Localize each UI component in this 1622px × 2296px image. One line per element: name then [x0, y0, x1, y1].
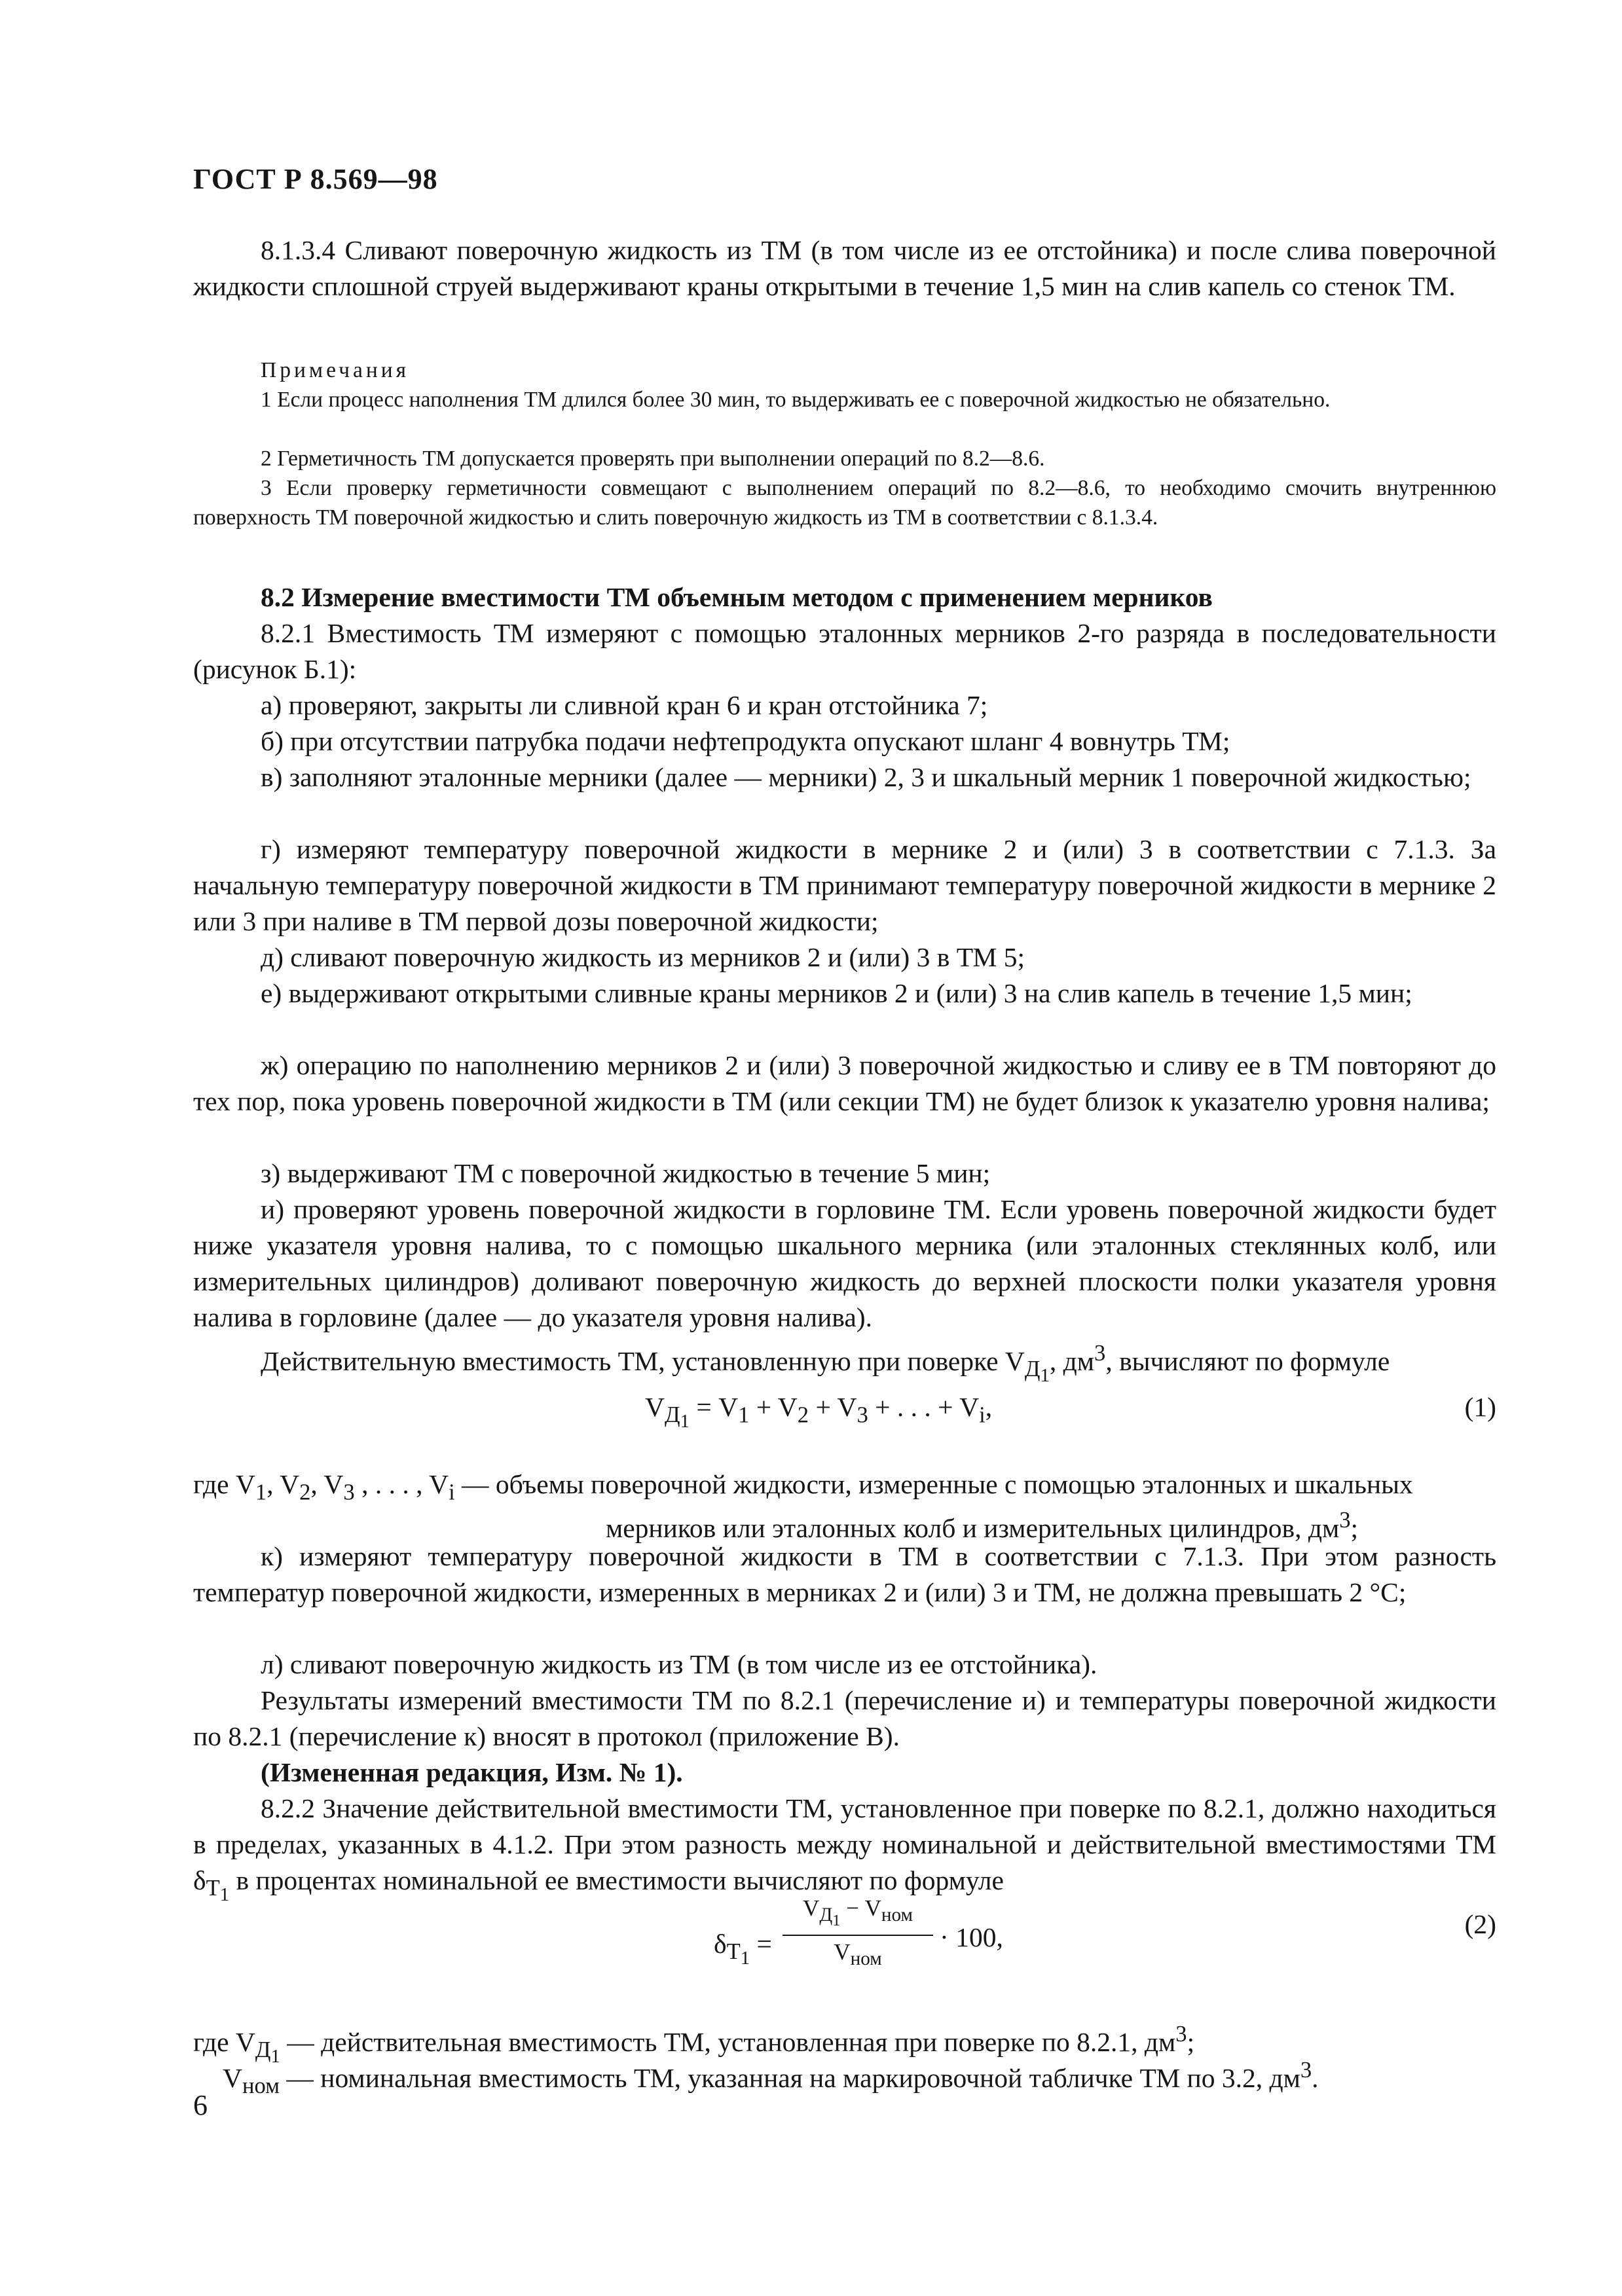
list-item-z: з) выдерживают ТМ с поверочной жидкостью в течение 5 мин;: [261, 1158, 991, 1188]
note-1: 1 Если процесс наполнения ТМ длился более 30 мин, то выдерживать ее с поверочной жидкостью не обязательно.: [261, 388, 1331, 412]
formula-2-where-line-1: где $V_{Д_1}$ — действительная вместимость ТМ, установленная при поверке по 8.2.1, $дм^3$;: [193, 2022, 1195, 2068]
formula-2-fraction-bar: [783, 1935, 933, 1936]
formula-2-where-line-2: $V_{ном}$ — номинальная вместимость ТМ, указанная на маркировочной табличке ТМ по 3.2, $дм^3$.: [223, 2058, 1319, 2099]
list-item-g: г) измеряют температуру поверочной жидкости в мернике 2 и (или) 3 в соответствии с 7.1.3. За начальную температуру поверочной жидкости в ТМ принимают температуру поверочной жидкости в мернике 2 или 3 при наливе в ТМ первой дозы поверочной жидкости;: [193, 834, 1496, 936]
formula-2-number: (2): [1464, 1909, 1496, 1939]
formula-2-rhs: · 100,: [940, 1922, 1003, 1952]
section-title: 8.2 Измерение вместимости ТМ объемным методом с применением мерников: [261, 582, 1213, 612]
list-item-e: е) выдерживают открытыми сливные краны мерников 2 и (или) 3 на слив капель в течение 1,5 мин;: [261, 978, 1412, 1008]
results-paragraph: Результаты измерений вместимости ТМ по 8.2.1 (перечисление и) и температуры поверочной жидкости по 8.2.1 (перечисление к) вносят в протокол (приложение В).: [193, 1685, 1496, 1751]
list-item-b: б) при отсутствии патрубка подачи нефтепродукта опускают шланг 4 вовнутрь ТМ;: [261, 726, 1230, 756]
list-item-zh: ж) операцию по наполнению мерников 2 и (или) 3 поверочной жидкостью и сливу ее в ТМ повторяют до тех пор, пока уровень поверочной жидкости в ТМ (или секции ТМ) не будет близок к указателю уровня налива;: [193, 1050, 1496, 1116]
list-item-v: в) заполняют эталонные мерники (далее — мерники) 2, 3 и шкальный мерник 1 поверочной жидкостью;: [261, 762, 1471, 792]
formula-1-number: (1): [1464, 1392, 1496, 1422]
paragraph-8-2-1: 8.2.1 Вместимость ТМ измеряют с помощью эталонных мерников 2-го разряда в последовательности (рисунок Б.1):: [193, 618, 1496, 684]
note-2: 2 Герметичность ТМ допускается проверять при выполнении операций по 8.2—8.6.: [261, 446, 1045, 471]
list-item-d: д) сливают поверочную жидкость из мерников 2 и (или) 3 в ТМ 5;: [261, 942, 1025, 972]
formula-2-numerator: $V_{Д_1} - V_{ном}$: [803, 1895, 913, 1929]
formula-1-where-line-1: где $V_1$, $V_2$, $V_3$ , . . . , $V_i$ — объемы поверочной жидкости, измеренные с помощью эталонных и шкальных: [193, 1469, 1413, 1505]
list-item-l: л) сливают поверочную жидкость из ТМ (в том числе из ее отстойника).: [261, 1649, 1097, 1679]
paragraph-8-2-2: 8.2.2 Значение действительной вместимости ТМ, установленное при поверке по 8.2.1, должно находиться в пределах, указанных в 4.1.2. При этом разность между номинальной и действительной вместимостями ТМ $\delta_{Т_1}$ в процентах номинальной ее вместимости вычисляют по формуле: [193, 1793, 1496, 1906]
notes-heading: Примечания: [261, 358, 410, 382]
paragraph-8-1-3-4: 8.1.3.4 Сливают поверочную жидкость из ТМ (в том числе из ее отстойника) и после слива поверочной жидкости сплошной струей выдерживают краны открытыми в течение 1,5 мин на слив капель со стенок ТМ.: [193, 235, 1496, 301]
list-item-a: а) проверяют, закрыты ли сливной кран 6 и кран отстойника 7;: [261, 690, 988, 720]
page-number: 6: [193, 2089, 208, 2121]
formula-1-where-line-2: мерников или эталонных колб и измерительных цилиндров, $дм^3$;: [606, 1508, 1359, 1543]
list-item-i: и) проверяют уровень поверочной жидкости в горловине ТМ. Если уровень поверочной жидкости будет ниже указателя уровня налива, то с помощью шкального мерника (или эталонных стеклянных колб, или измерительных цилиндров) доливают поверочную жидкость до верхней плоскости полки указателя уровня налива в горловине (далее — до указателя уровня налива).: [193, 1194, 1496, 1332]
amendment-note: (Измененная редакция, Изм. № 1).: [261, 1757, 683, 1787]
document-header: ГОСТ Р 8.569—98: [193, 163, 438, 195]
note-3: 3 Если проверку герметичности совмещают с выполнением операций по 8.2—8.6, то необходимо смочить внутреннюю поверхность ТМ поверочной жидкостью и слить поверочную жидкость из ТМ в соответствии с 8.1.3.4.: [193, 476, 1496, 530]
formula-1: $V_{Д_1} = V_1 + V_2 + V_3$ + . . . + $V_i$,: [645, 1392, 993, 1432]
list-item-k: к) измеряют температуру поверочной жидкости в ТМ в соответствии с 7.1.3. При этом разность температур поверочной жидкости, измеренных в мерниках 2 и (или) 3 и ТМ, не должна превышать 2 °С;: [193, 1541, 1496, 1607]
formula-1-lead: Действительную вместимость ТМ, установленную при поверке $V_{Д_1}$, $дм^3$, вычисляют по формуле: [261, 1341, 1390, 1387]
formula-2-lhs: $\delta_{Т_1}$ =: [714, 1929, 772, 1969]
formula-2-denominator: $V_{ном}$: [834, 1939, 882, 1969]
